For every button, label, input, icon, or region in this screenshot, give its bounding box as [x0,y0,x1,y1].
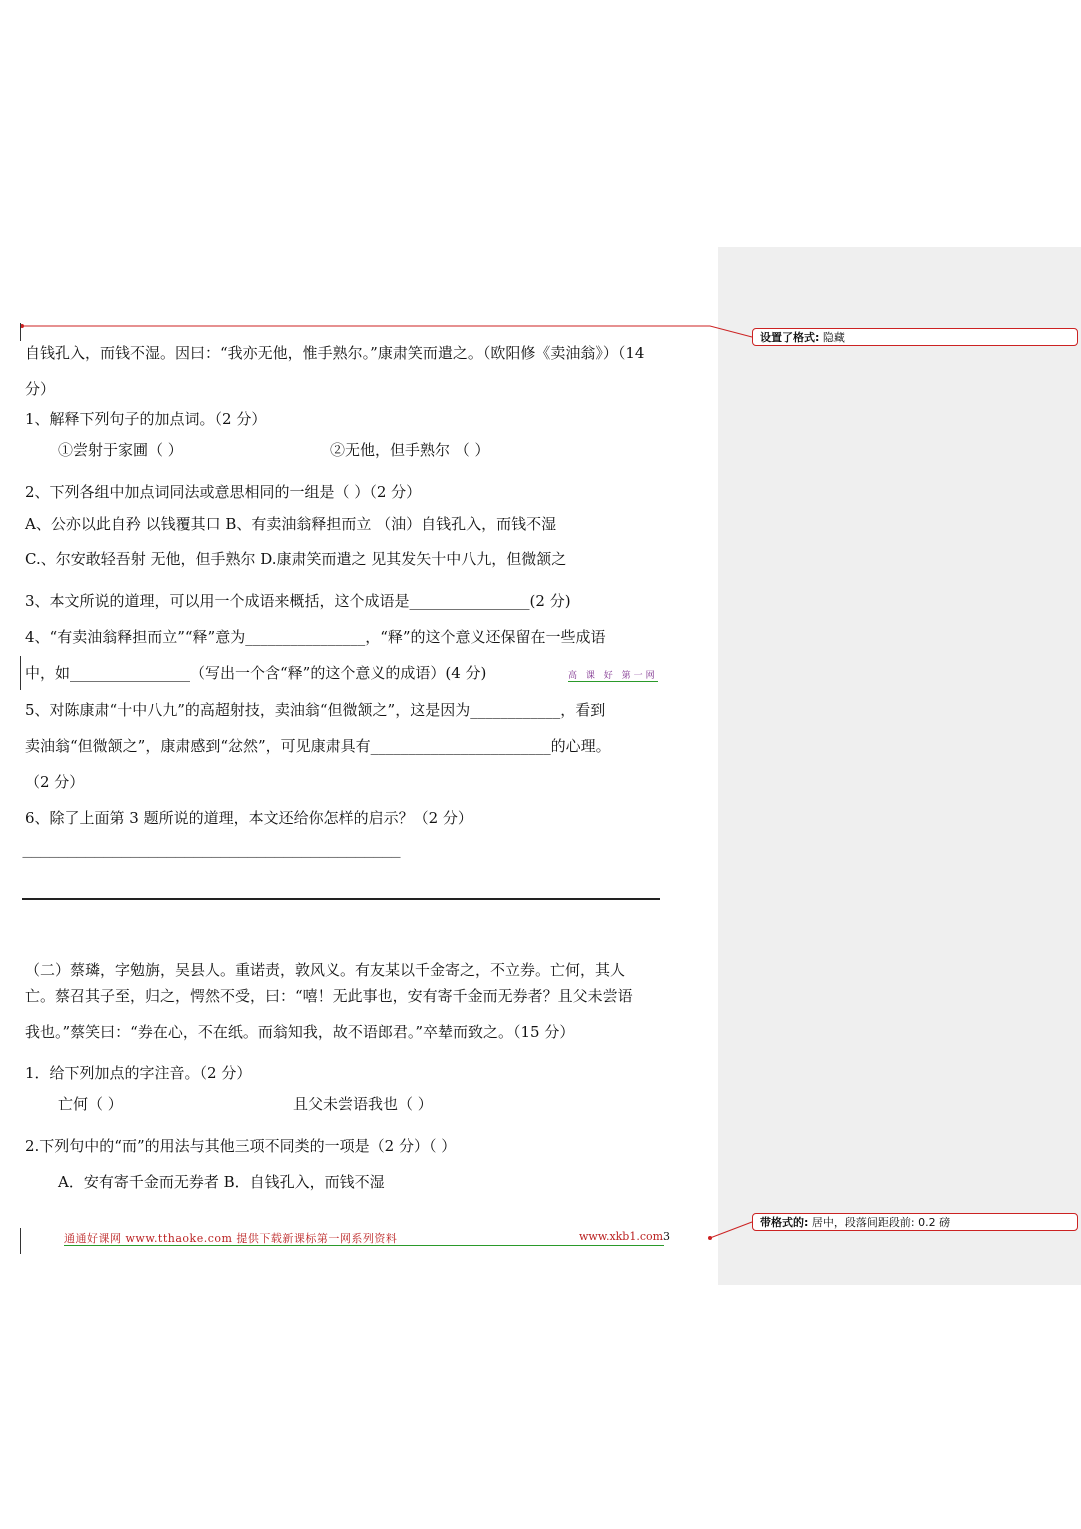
passage1-line2: 分） [25,380,56,398]
bottom-anchor-dot [708,1236,712,1240]
passage2-question-1-b: 且父未尝语我也（ ） [293,1095,433,1113]
passage2-question-2-stem: 2.下列句中的“而”的用法与其他三项不同类的一项是（2 分）（ ） [25,1137,457,1155]
passage2-line3: 我也。”蔡笑曰：“券在心，不在纸。而翁知我，故不语郎君。”卒辇而致之。（15 分） [25,1023,575,1041]
question-2-stem: 2、下列各组中加点词同法或意思相同的一组是（ ）（2 分） [25,483,422,501]
passage1-line1: 自钱孔入，而钱不湿。因曰：“我亦无他，惟手熟尔。”康肃笑而遣之。（欧阳修《卖油翁》）（14 [25,344,645,362]
comment-label: 带格式的: [760,1216,809,1229]
passage2-question-2-options: A．安有寄千金而无券者 B．自钱孔入，而钱不湿 [58,1173,385,1191]
comment-label: 设置了格式: [760,331,820,344]
comment-format-centered[interactable] [752,1213,1078,1231]
question-4-line1: 4、“有卖油翁释担而立”“释”意为________________，“释”的这个意义还保留在一些成语 [25,628,606,646]
passage2-line1: （二）蔡璘，字勉旃，吴县人。重诺责，敦风义。有友某以千金寄之，不立券。亡何，其人 [25,961,626,979]
change-bar [20,323,21,341]
footer-underline [64,1245,664,1246]
question-5-line3: （2 分） [25,773,85,791]
question-5-line1: 5、对陈康肃“十中八九”的高超射技，卖油翁“但微颔之”，这是因为____________，看到 [25,701,606,719]
passage2-line2: 亡。蔡召其子至，归之，愕然不受，曰：“嘻！无此事也，安有寄千金而无券者？且父未尝语 [25,987,633,1005]
question-6-answer-rule [22,898,660,900]
comment-panel [718,247,1081,1285]
passage2-question-1-a: 亡何（ ） [58,1095,123,1113]
question-6-answer-line[interactable]: —————————————————————————————————————————— [22,852,400,863]
comment-value: 隐藏 [822,331,845,344]
question-4-line2: 中，如________________（写出一个含“释”的这个意义的成语）(4 分) [25,664,487,682]
footer-source-text[interactable]: 通通好课网 www.tthaoke.com 提供下载新课标第一网系列资料 [64,1232,398,1245]
passage2-question-1-stem: 1．给下列加点的字注音。（2 分） [25,1064,252,1082]
change-bar [20,656,21,690]
question-1-a: ①尝射于家圃（ ） [58,441,183,459]
page-number: 3 [663,1230,670,1243]
change-bar [20,1228,21,1254]
question-1-b: ②无他，但手熟尔 （ ） [330,441,490,459]
question-1-stem: 1、解释下列句子的加点词。（2 分） [25,410,267,428]
comment-value: 居中，段落间距段前: 0.2 磅 [811,1216,951,1229]
question-2-options-ab: A、公亦以此自矜 以钱覆其口 B、有卖油翁释担而立 （油）自钱孔入，而钱不湿 [25,515,557,533]
question-6-stem: 6、除了上面第 3 题所说的道理，本文还给你怎样的启示？（2 分） [25,809,473,827]
watermark-link[interactable]: 高 课 好 第一网 [568,668,658,682]
question-2-options-cd: C.、尔安敢轻吾射 无他，但手熟尔 D.康肃笑而遣之 见其发矢十中八九，但微颔之 [25,550,567,568]
top-connector [22,326,752,337]
comment-format-hidden[interactable] [752,328,1078,346]
question-5-line2: 卖油翁“但微颔之”，康肃感到“忿然”，可见康肃具有________________________的心理。 [25,737,611,755]
question-3: 3、本文所说的道理，可以用一个成语来概括，这个成语是________________(2 分) [25,592,571,610]
footer-url[interactable]: www.xkb1.com [579,1230,664,1243]
